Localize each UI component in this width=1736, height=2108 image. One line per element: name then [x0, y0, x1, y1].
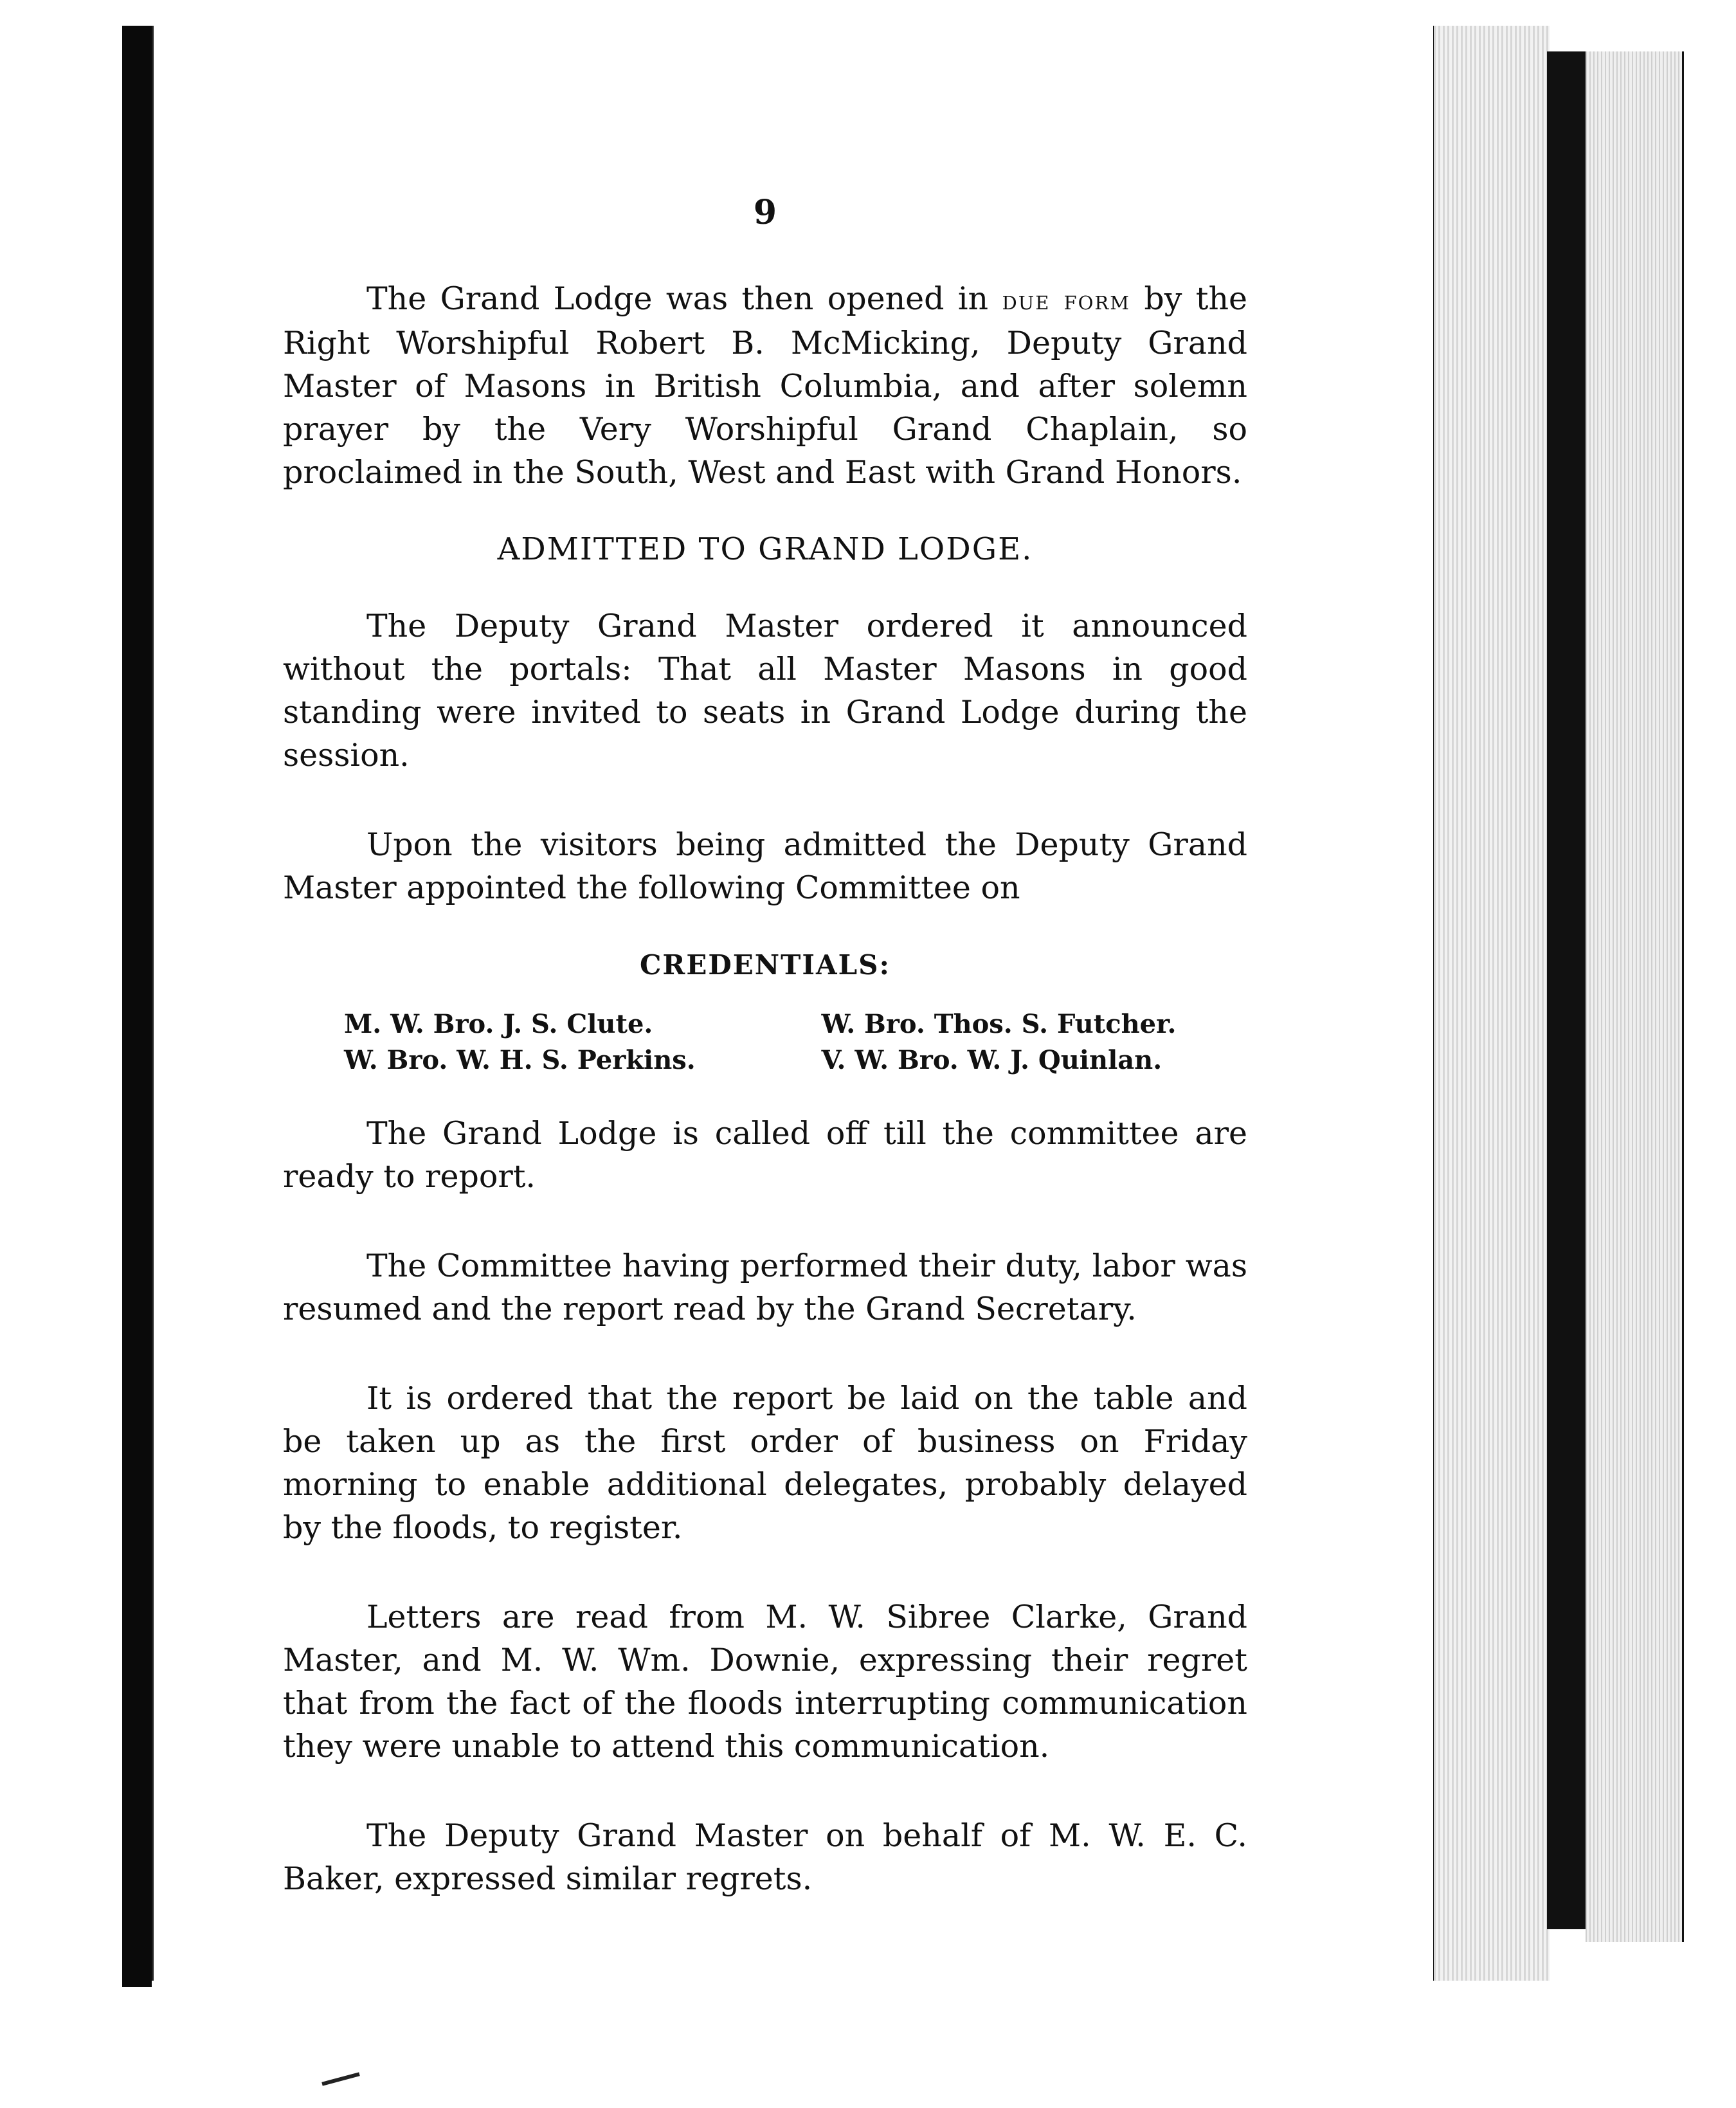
book-binding-gutter	[122, 26, 152, 1987]
heading-admitted: ADMITTED TO GRAND LODGE.	[497, 531, 1033, 567]
paragraph-called-off: The Grand Lodge is called off till the committee are ready to report.	[283, 1115, 1247, 1195]
page-edges-stack	[1431, 26, 1550, 1981]
paragraph-opening	[283, 277, 1247, 494]
committee-member: W. Bro. W. H. S. Perkins.	[344, 1045, 696, 1075]
paragraph-regrets: The Deputy Grand Master on behalf of M. W. E. C. Baker, expressed similar regrets.	[283, 1817, 1247, 1897]
paragraph-opening-after: by the Right Worshipful Robert B. McMicking, Deputy Grand Master of Masons in British Columbia, and after solemn prayer by the Very Worshipful Grand Chaplain, so proclaimed in the South, West and East with Grand Honors.	[283, 280, 1248, 491]
paragraph-ordered: It is ordered that the report be laid on the table and be taken up as the first order of business on Friday morning to enable additional delegates, probably delayed by the floods, to register.	[283, 1380, 1247, 1546]
due-form-emphasis: due form	[1002, 284, 1130, 316]
paragraph-opening-before: The Grand Lodge was then opened in	[366, 280, 1002, 317]
paragraph-resumed: The Committee having performed their duty, labor was resumed and the report read by the Grand Secretary.	[283, 1248, 1247, 1327]
committee-member: V. W. Bro. W. J. Quinlan.	[821, 1045, 1162, 1075]
scan-margin-bottom	[0, 1987, 1736, 2108]
heading-credentials: CREDENTIALS:	[639, 949, 891, 981]
cover-edge	[1547, 51, 1586, 1929]
committee-member: W. Bro. Thos. S. Futcher.	[821, 1009, 1177, 1039]
committee-list	[344, 1006, 1247, 1078]
page-content	[283, 193, 1247, 1900]
page-edges-stack-outer	[1586, 51, 1684, 1942]
page-number: 9	[753, 193, 777, 232]
committee-member: M. W. Bro. J. S. Clute.	[344, 1009, 653, 1039]
paragraph-visitors: Upon the visitors being admitted the Deputy Grand Master appointed the following Committee on	[283, 826, 1247, 906]
facing-page-edge	[0, 0, 113, 2108]
paragraph-announcement: The Deputy Grand Master ordered it announced without the portals: That all Master Masons in good standing were invited to seats in Grand Lodge during the session.	[283, 608, 1247, 774]
paragraph-letters: Letters are read from M. W. Sibree Clarke, Grand Master, and M. W. Wm. Downie, expressing their regret that from the fact of the floods interrupting communication they were unable to attend this communication.	[283, 1599, 1247, 1765]
